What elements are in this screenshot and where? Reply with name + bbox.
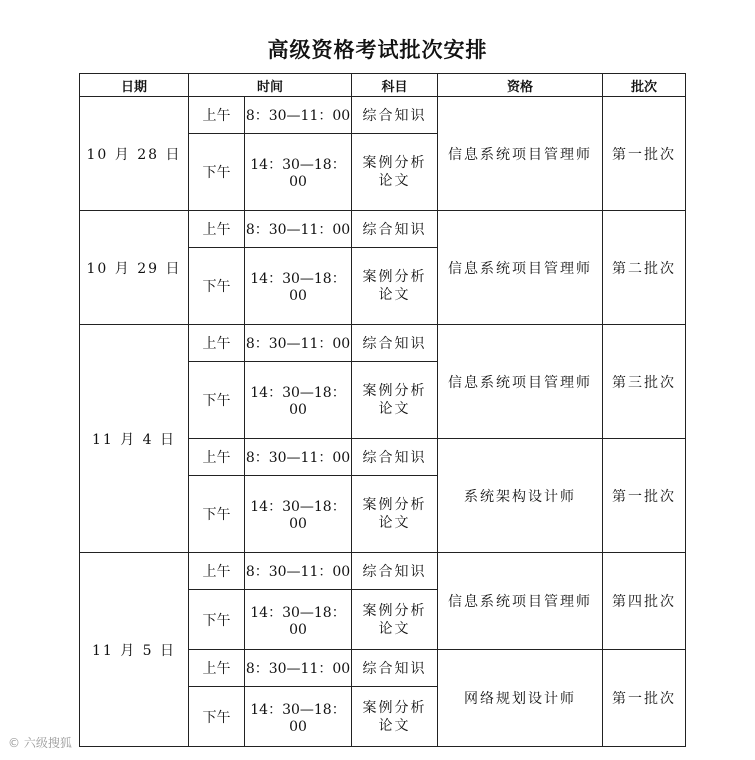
time-cell: 14：30—18：00 — [245, 590, 352, 650]
batch-cell: 第三批次 — [603, 325, 686, 439]
subject-cell — [352, 590, 438, 650]
header-date: 日期 — [80, 74, 189, 97]
subject-cell — [352, 248, 438, 325]
header-row — [80, 74, 686, 97]
subject-line: 论文 — [378, 173, 411, 189]
batch-cell: 第一批次 — [603, 97, 686, 211]
subject-line: 论文 — [378, 287, 411, 303]
period-cell: 下午 — [189, 248, 245, 325]
period-cell: 上午 — [189, 553, 245, 590]
time-cell: 8：30—11：00 — [245, 553, 352, 590]
time-cell: 14：30—18：00 — [245, 476, 352, 553]
batch-cell: 第一批次 — [603, 439, 686, 553]
subject-cell: 综合知识 — [352, 553, 438, 590]
subject-line: 案例分析 — [362, 383, 427, 399]
subject-cell: 综合知识 — [352, 97, 438, 134]
subject-cell — [352, 687, 438, 747]
subject-line: 案例分析 — [362, 155, 427, 171]
period-cell: 下午 — [189, 590, 245, 650]
batch-cell: 第四批次 — [603, 553, 686, 650]
table-row — [80, 97, 686, 134]
time-cell: 14：30—18：00 — [245, 134, 352, 211]
header-qualification: 资格 — [438, 74, 603, 97]
batch-cell: 第一批次 — [603, 650, 686, 747]
qualification-cell: 信息系统项目管理师 — [438, 97, 603, 211]
subject-cell — [352, 476, 438, 553]
subject-cell: 综合知识 — [352, 211, 438, 248]
date-cell: 11 月 4 日 — [80, 325, 189, 553]
period-cell: 下午 — [189, 687, 245, 747]
subject-line: 论文 — [378, 717, 411, 734]
date-cell: 10 月 29 日 — [80, 211, 189, 325]
subject-line: 论文 — [378, 515, 411, 531]
period-cell: 上午 — [189, 439, 245, 476]
time-cell: 8：30—11：00 — [245, 97, 352, 134]
subject-line: 案例分析 — [362, 699, 427, 716]
subject-line: 案例分析 — [362, 269, 427, 285]
time-cell: 8：30—11：00 — [245, 211, 352, 248]
subject-cell: 综合知识 — [352, 439, 438, 476]
subject-line: 案例分析 — [362, 602, 427, 619]
date-cell: 11 月 5 日 — [80, 553, 189, 747]
qualification-cell: 网络规划设计师 — [438, 650, 603, 747]
qualification-cell: 系统架构设计师 — [438, 439, 603, 553]
time-cell: 8：30—11：00 — [245, 650, 352, 687]
subject-cell — [352, 362, 438, 439]
period-cell: 下午 — [189, 362, 245, 439]
period-cell: 上午 — [189, 325, 245, 362]
table-row — [80, 325, 686, 362]
period-cell: 上午 — [189, 650, 245, 687]
subject-cell: 综合知识 — [352, 325, 438, 362]
subject-cell — [352, 134, 438, 211]
date-cell: 10 月 28 日 — [80, 97, 189, 211]
qualification-cell: 信息系统项目管理师 — [438, 325, 603, 439]
header-subject: 科目 — [352, 74, 438, 97]
subject-line: 案例分析 — [362, 497, 427, 513]
watermark: © 六级搜狐 — [8, 736, 72, 750]
time-cell: 14：30—18：00 — [245, 362, 352, 439]
time-cell: 14：30—18：00 — [245, 248, 352, 325]
page-title: 高级资格考试批次安排 — [267, 37, 488, 62]
time-cell: 8：30—11：00 — [245, 325, 352, 362]
time-cell: 14：30—18：00 — [245, 687, 352, 747]
period-cell: 下午 — [189, 134, 245, 211]
header-batch: 批次 — [603, 74, 686, 97]
subject-cell: 综合知识 — [352, 650, 438, 687]
subject-line: 论文 — [378, 401, 411, 417]
schedule-table — [79, 73, 686, 747]
table-row — [80, 211, 686, 248]
batch-cell: 第二批次 — [603, 211, 686, 325]
table-row — [80, 553, 686, 590]
time-cell: 8：30—11：00 — [245, 439, 352, 476]
subject-line: 论文 — [378, 620, 411, 637]
qualification-cell: 信息系统项目管理师 — [438, 553, 603, 650]
period-cell: 上午 — [189, 211, 245, 248]
header-time: 时间 — [189, 74, 352, 97]
period-cell: 上午 — [189, 97, 245, 134]
period-cell: 下午 — [189, 476, 245, 553]
qualification-cell: 信息系统项目管理师 — [438, 211, 603, 325]
